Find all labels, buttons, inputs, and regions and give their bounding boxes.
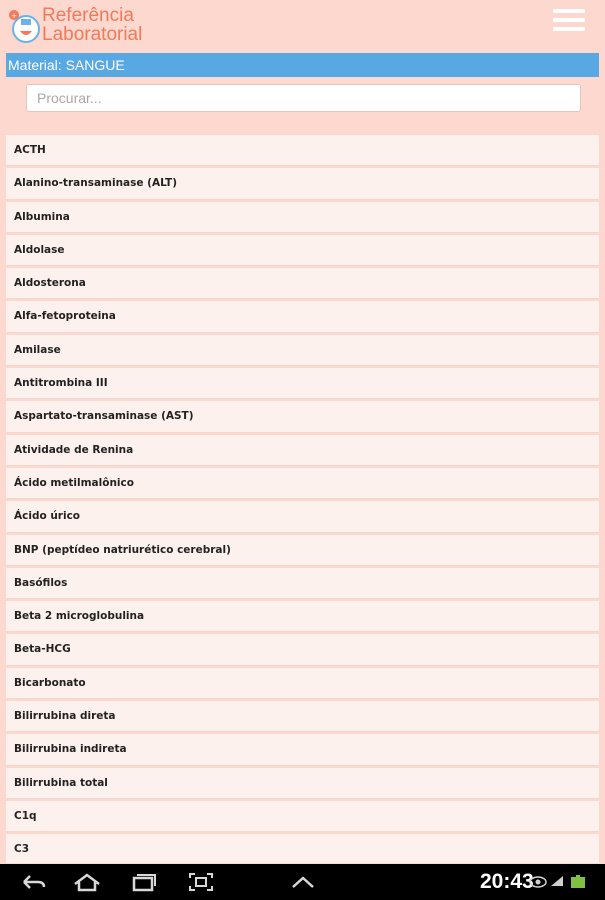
app-title-line1: Referência xyxy=(42,5,134,26)
list-item[interactable]: Bicarbonato xyxy=(6,668,599,699)
list-item[interactable]: Albumina xyxy=(6,202,599,233)
list-item[interactable]: Aspartato-transaminase (AST) xyxy=(6,401,599,432)
app-header xyxy=(0,0,605,50)
notification-icon xyxy=(530,877,546,887)
lab-flask-logo-icon xyxy=(6,5,44,45)
search-input[interactable] xyxy=(26,84,581,112)
material-label: Material: SANGUE xyxy=(6,53,599,77)
chevron-up-icon[interactable] xyxy=(288,872,318,892)
recent-apps-icon[interactable] xyxy=(128,872,158,892)
svg-text:+: + xyxy=(11,12,17,20)
list-item[interactable]: Bilirrubina indireta xyxy=(6,734,599,765)
system-nav-bar xyxy=(0,864,605,900)
wifi-icon xyxy=(551,876,563,886)
list-item[interactable]: C3 xyxy=(6,834,599,863)
list-item[interactable]: Bilirrubina direta xyxy=(6,701,599,732)
screenshot-icon[interactable] xyxy=(186,872,216,892)
app-title-line2: Laboratorial xyxy=(42,24,143,45)
list-item[interactable]: Antitrombina III xyxy=(6,368,599,399)
home-icon[interactable] xyxy=(72,872,102,892)
list-item[interactable]: ACTH xyxy=(6,135,599,166)
status-icons xyxy=(529,874,599,890)
list-item[interactable]: Basófilos xyxy=(6,568,599,599)
list-item[interactable]: C1q xyxy=(6,801,599,832)
list-item[interactable]: Aldosterona xyxy=(6,268,599,299)
list-item[interactable]: Ácido úrico xyxy=(6,501,599,532)
list-item[interactable]: Alanino-transaminase (ALT) xyxy=(6,168,599,199)
list-item[interactable]: Amilase xyxy=(6,335,599,366)
battery-icon xyxy=(571,875,585,888)
list-item[interactable]: BNP (peptídeo natriurético cerebral) xyxy=(6,535,599,566)
hamburger-menu-icon[interactable] xyxy=(553,9,585,39)
app-title xyxy=(42,6,142,44)
back-icon[interactable] xyxy=(18,872,48,892)
list-item[interactable]: Bilirrubina total xyxy=(6,768,599,799)
exam-list xyxy=(6,135,599,863)
list-item[interactable]: Beta-HCG xyxy=(6,634,599,665)
list-item[interactable]: Alfa-fetoproteina xyxy=(6,301,599,332)
list-item[interactable]: Atividade de Renina xyxy=(6,435,599,466)
list-item[interactable]: Beta 2 microglobulina xyxy=(6,601,599,632)
list-item[interactable]: Aldolase xyxy=(6,235,599,266)
list-item[interactable]: Ácido metilmalônico xyxy=(6,468,599,499)
clock: 20:43 xyxy=(480,870,534,893)
